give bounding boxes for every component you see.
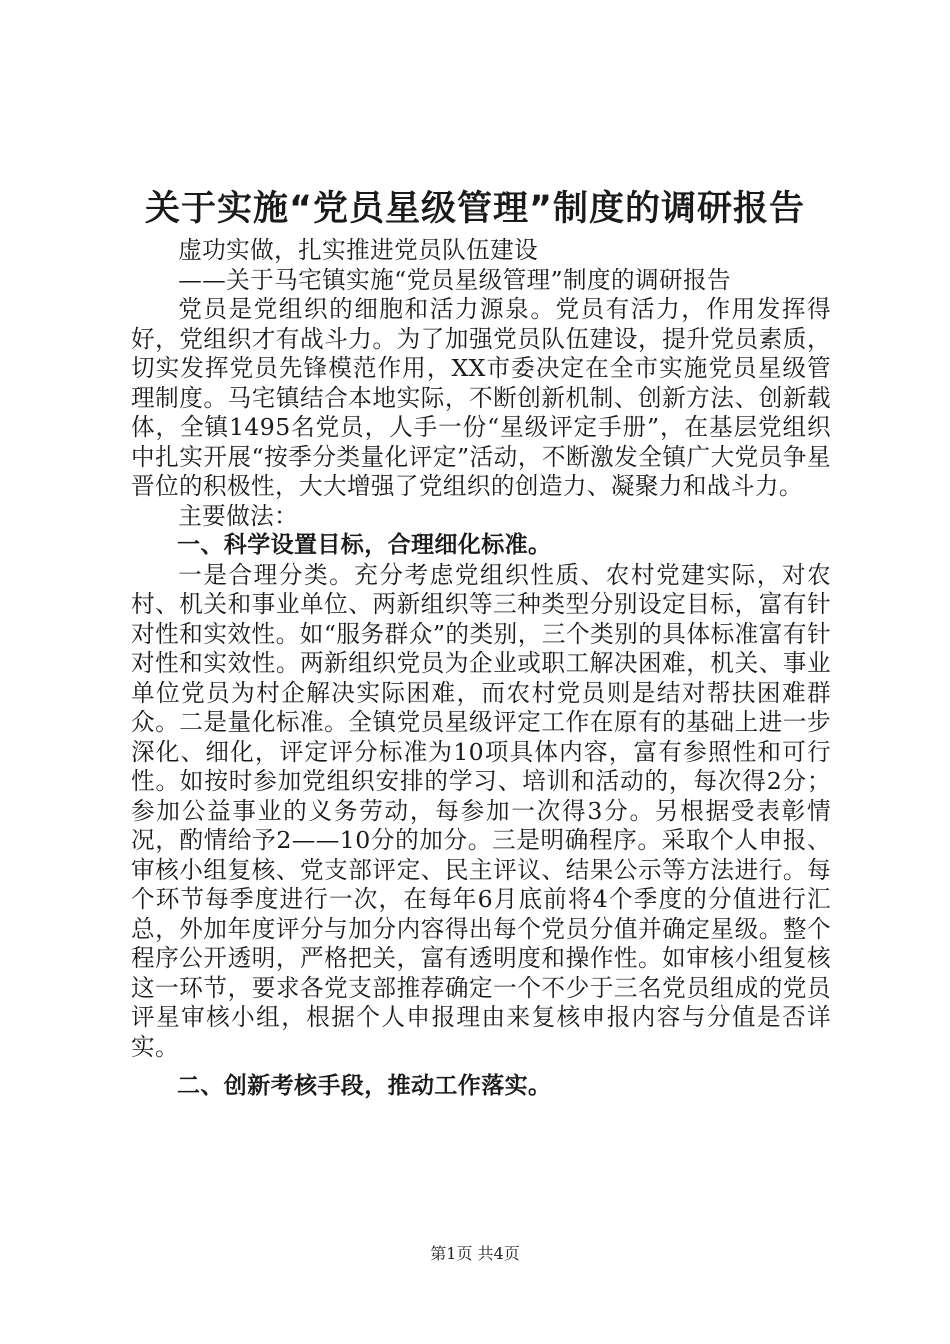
subtitle-report-line: ——关于马宅镇实施“党员星级管理”制度的调研报告 (178, 265, 731, 294)
document-title: 关于实施“党员星级管理”制度的调研报告 (144, 189, 805, 229)
main-practices-label: 主要做法： (178, 501, 299, 530)
document-body (131, 236, 831, 1102)
section-1-paragraph: 一是合理分类。充分考虑党组织性质、农村党建实际，对农村、机关和事业单位、两新组织等三种类型分别设定目标，富有针对性和实效性。如“服务群众”的类别，三个类别的具体标准富有针对性和实效性。两新组织党员为企业或职工解决困难，机关、事业单位党员为村企解决实际困难，而农村党员则是结对帮扶困难群众。二是量化标准。全镇党员星级评定工作在原有的基础上进一步深化、细化，评定评分标准为10项具体内容，富有参照性和可行性。如按时参加党组织安排的学习、培训和活动的，每次得2分；参加公益事业的义务劳动，每参加一次得3分。另根据受表彰情况，酌情给予2——10分的加分。三是明确程序。采取个人申报、审核小组复核、党支部评定、民主评议、结果公示等方法进行。每个环节每季度进行一次，在每年6月底前将4个季度的分值进行汇总，外加年度评分与加分内容得出每个党员分值并确定星级。整个程序公开透明，严格把关，富有透明度和操作性。如审核小组复核这一环节，要求各党支部推荐确定一个不少于三名党员组成的党员评星审核小组，根据个人申报理由来复核申报内容与分值是否详实。 (131, 560, 831, 1061)
intro-paragraph: 党员是党组织的细胞和活力源泉。党员有活力，作用发挥得好，党组织才有战斗力。为了加强党员队伍建设，提升党员素质，切实发挥党员先锋模范作用，XX市委决定在全市实施党员星级管理制度。马宅镇结合本地实际，不断创新机制、创新方法、创新载体，全镇1495名党员，人手一份“星级评定手册”，在基层党组织中扎实开展“按季分类量化评定”活动，不断激发全镇广大党员争星晋位的积极性，大大增强了党组织的创造力、凝聚力和战斗力。 (131, 295, 831, 500)
section-heading-2: 二、创新考核手段，推动工作落实。 (177, 1073, 552, 1099)
subtitle-line: 虚功实做，扎实推进党员队伍建设 (178, 236, 539, 264)
section-heading-1: 一、科学设置目标，合理细化标准。 (177, 532, 552, 558)
page-footer: 第1页 共4页 (430, 1244, 520, 1263)
